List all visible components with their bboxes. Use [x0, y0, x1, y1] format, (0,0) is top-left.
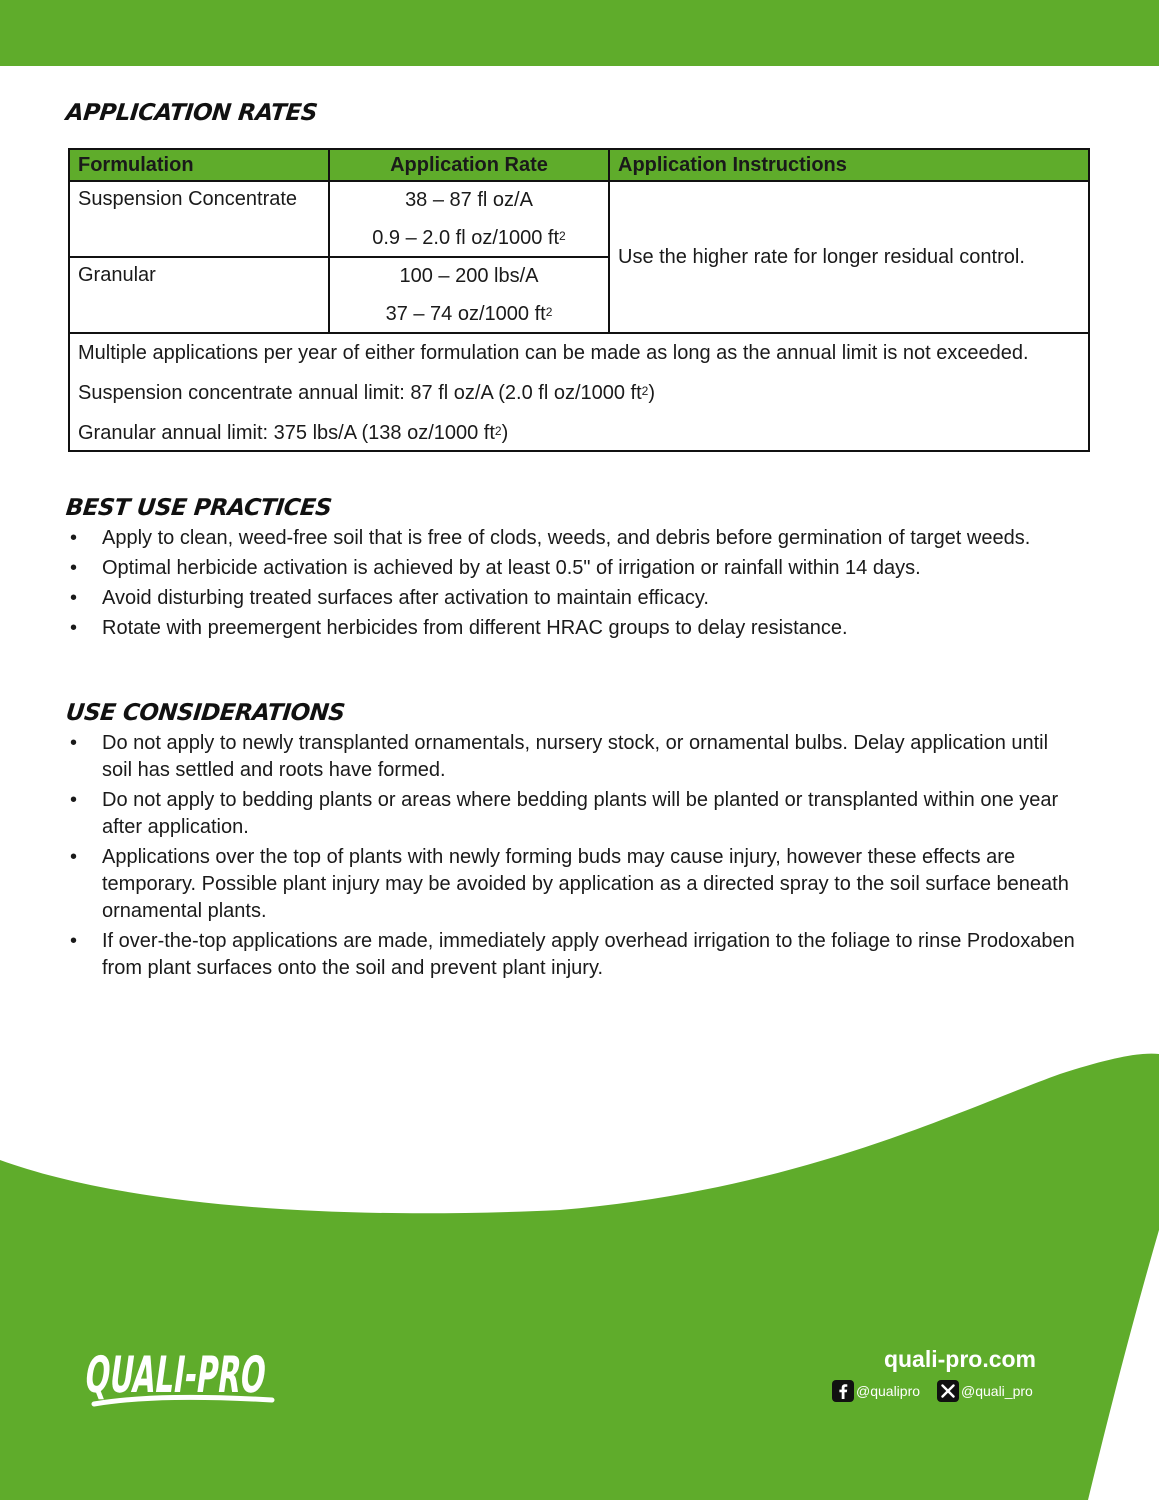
rate-cell	[329, 181, 609, 257]
application-rates-table	[68, 148, 1090, 452]
list-item: • Avoid disturbing treated surfaces after activation to maintain efficacy.	[66, 585, 1076, 612]
x-link[interactable]	[937, 1380, 1033, 1402]
squared-superscript: 2	[559, 229, 566, 243]
list-item: • Applications over the top of plants with newly forming buds may cause injury, however these effects are temporary. Possible plant injury may be avoided by application as a directed spray to the soil surface beneath ornamental plants.	[66, 844, 1076, 925]
suspension-annual-limit	[78, 380, 1080, 406]
instructions-cell: Use the higher rate for longer residual control.	[609, 181, 1089, 333]
website-url[interactable]: quali-pro.com	[883, 1346, 1036, 1372]
rate-per-acre: 100 – 200 lbs/A	[399, 265, 539, 287]
list-item: • Optimal herbicide activation is achieved by at least 0.5" of irrigation or rainfall within 14 days.	[66, 555, 1076, 582]
logo-text: QUALI-PRO	[81, 1345, 399, 1404]
rate-per-1000-ft	[330, 294, 608, 332]
table-header-row	[69, 149, 1089, 181]
header-application-instructions: Application Instructions	[609, 149, 1089, 181]
granular-limit-text: Granular annual limit: 375 lbs/A (138 oz/1000 ft	[78, 422, 495, 444]
header-formulation: Formulation	[69, 149, 329, 181]
rate-per-1000-ft-value: 0.9 – 2.0 fl oz/1000 ft	[372, 227, 560, 249]
list-item: • If over-the-top applications are made, immediately apply overhead irrigation to the foliage to rinse Prodoxaben from plant surfaces onto the soil and prevent plant injury.	[66, 928, 1076, 982]
use-considerations-heading: USE CONSIDERATIONS	[64, 700, 346, 726]
x-handle: @quali_pro	[961, 1383, 1033, 1399]
suspension-limit-text: Suspension concentrate annual limit: 87 fl oz/A (2.0 fl oz/1000 ft	[78, 382, 642, 404]
squared-superscript: 2	[494, 424, 502, 438]
rate-cell	[329, 257, 609, 333]
rate-per-1000-ft-value: 37 – 74 oz/1000 ft	[385, 303, 546, 325]
facebook-handle: @qualipro	[856, 1383, 921, 1399]
application-rates-heading: APPLICATION RATES	[64, 100, 319, 126]
list-item: • Rotate with preemergent herbicides from different HRAC groups to delay resistance.	[66, 615, 1076, 642]
best-use-practices-list	[66, 525, 1076, 645]
suspension-limit-close: )	[648, 382, 656, 404]
table-row	[69, 181, 1089, 257]
quali-pro-logo	[81, 1330, 399, 1414]
multiple-applications-note: Multiple applications per year of either formulation can be made as long as the annual limit is not exceeded.	[78, 342, 1029, 364]
granular-limit-close: )	[501, 422, 509, 444]
facebook-link[interactable]	[832, 1380, 920, 1402]
squared-superscript: 2	[545, 305, 553, 319]
formulation-cell: Granular	[69, 257, 329, 333]
x-icon	[937, 1380, 959, 1402]
granular-annual-limit	[78, 420, 1080, 446]
table-notes-row	[69, 333, 1089, 451]
list-item: • Do not apply to newly transplanted ornamentals, nursery stock, or ornamental bulbs. Delay application until soil has settled and roots have formed.	[66, 730, 1076, 784]
rate-per-acre: 38 – 87 fl oz/A	[405, 189, 533, 211]
annual-limit-notes	[69, 333, 1089, 451]
rate-per-1000-ft	[330, 218, 608, 256]
header-application-rate: Application Rate	[329, 149, 609, 181]
best-use-practices-heading: BEST USE PRACTICES	[64, 495, 333, 521]
formulation-cell: Suspension Concentrate	[69, 181, 329, 257]
squared-superscript: 2	[641, 384, 649, 398]
list-item: • Apply to clean, weed-free soil that is free of clods, weeds, and debris before germination of target weeds.	[66, 525, 1076, 552]
use-considerations-list	[66, 730, 1076, 985]
list-item: • Do not apply to bedding plants or areas where bedding plants will be planted or transplanted within one year after application.	[66, 787, 1076, 841]
facebook-icon	[832, 1380, 854, 1402]
